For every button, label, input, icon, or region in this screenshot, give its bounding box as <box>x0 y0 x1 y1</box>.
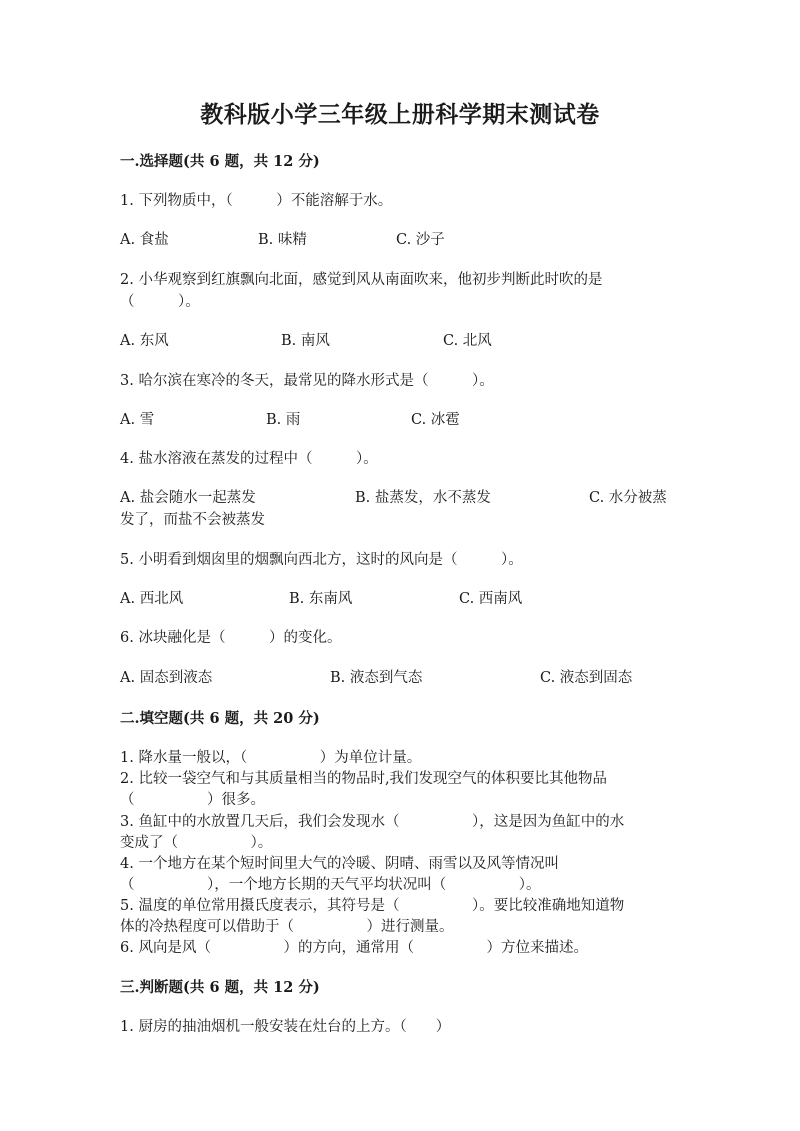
question-1: 1. 下列物质中，（ ）不能溶解于水。 <box>120 193 393 209</box>
fill-line-7: （ ），一个地方长期的天气平均状况叫（ ）。 <box>120 877 541 893</box>
fill-line-8: 5. 温度的单位常用摄氏度表示，其符号是（ ）。要比较准确地知道物 <box>120 898 625 914</box>
fill-line-1: 1. 降水量一般以，（ ）为单位计量。 <box>120 750 422 766</box>
fill-line-10: 6. 风向是风（ ）的方向，通常用（ ）方位来描述。 <box>120 940 588 956</box>
question-3: 3. 哈尔滨在寒冷的冬天，最常见的降水形式是（ ）。 <box>120 373 494 389</box>
question-4-option-a: A. 盐会随水一起蒸发 <box>120 490 256 506</box>
question-4-option-continuation: 发了，而盐不会被蒸发 <box>120 512 265 528</box>
question-3-option-a: A. 雪 <box>120 412 155 428</box>
question-6-option-c: C. 液态到固态 <box>540 670 633 686</box>
section-heading-fill-blank: 二.填空题(共 6 题，共 20 分) <box>120 710 320 727</box>
question-1-option-c: C. 沙子 <box>396 232 445 248</box>
page-title: 教科版小学三年级上册科学期末测试卷 <box>200 101 600 128</box>
question-6: 6. 冰块融化是（ ）的变化。 <box>120 630 342 646</box>
question-2-line-2: （ ）。 <box>120 294 200 310</box>
question-5-option-b: B. 东南风 <box>289 591 353 607</box>
fill-line-3: （ ）很多。 <box>120 792 265 808</box>
question-5-option-c: C. 西南风 <box>459 591 523 607</box>
judge-line-1: 1. 厨房的抽油烟机一般安装在灶台的上方。（ ） <box>120 1019 451 1035</box>
question-3-option-c: C. 冰雹 <box>411 412 460 428</box>
question-1-option-b: B. 味精 <box>258 232 307 248</box>
question-5: 5. 小明看到烟囱里的烟飘向西北方，这时的风向是（ ）。 <box>120 552 523 568</box>
question-2-option-c: C. 北风 <box>443 333 492 349</box>
question-5-option-a: A. 西北风 <box>120 591 184 607</box>
question-4-option-b: B. 盐蒸发，水不蒸发 <box>355 490 491 506</box>
question-4: 4. 盐水溶液在蒸发的过程中（ ）。 <box>120 451 378 467</box>
question-2: 2. 小华观察到红旗飘向北面，感觉到风从南面吹来，他初步判断此时吹的是 <box>120 272 603 288</box>
fill-line-2: 2. 比较一袋空气和与其质量相当的物品时,我们发现空气的体积要比其他物品 <box>120 771 608 787</box>
question-1-option-a: A. 食盐 <box>120 232 169 248</box>
question-2-option-b: B. 南风 <box>281 333 330 349</box>
section-heading-true-false: 三.判断题(共 6 题，共 12 分) <box>120 979 320 996</box>
fill-line-9: 体的冷热程度可以借助于（ ）进行测量。 <box>120 919 454 935</box>
question-6-option-b: B. 液态到气态 <box>330 670 423 686</box>
question-2-option-a: A. 东风 <box>120 333 169 349</box>
question-3-option-b: B. 雨 <box>266 412 301 428</box>
fill-line-4: 3. 鱼缸中的水放置几天后，我们会发现水（ ），这是因为鱼缸中的水 <box>120 814 625 830</box>
fill-line-5: 变成了（ ）。 <box>120 835 273 851</box>
section-heading-choice: 一.选择题(共 6 题，共 12 分) <box>120 153 320 170</box>
question-6-option-a: A. 固态到液态 <box>120 670 213 686</box>
question-4-option-c: C. 水分被蒸 <box>589 490 667 506</box>
fill-line-6: 4. 一个地方在某个短时间里大气的冷暖、阴晴、雨雪以及风等情况叫 <box>120 856 559 872</box>
